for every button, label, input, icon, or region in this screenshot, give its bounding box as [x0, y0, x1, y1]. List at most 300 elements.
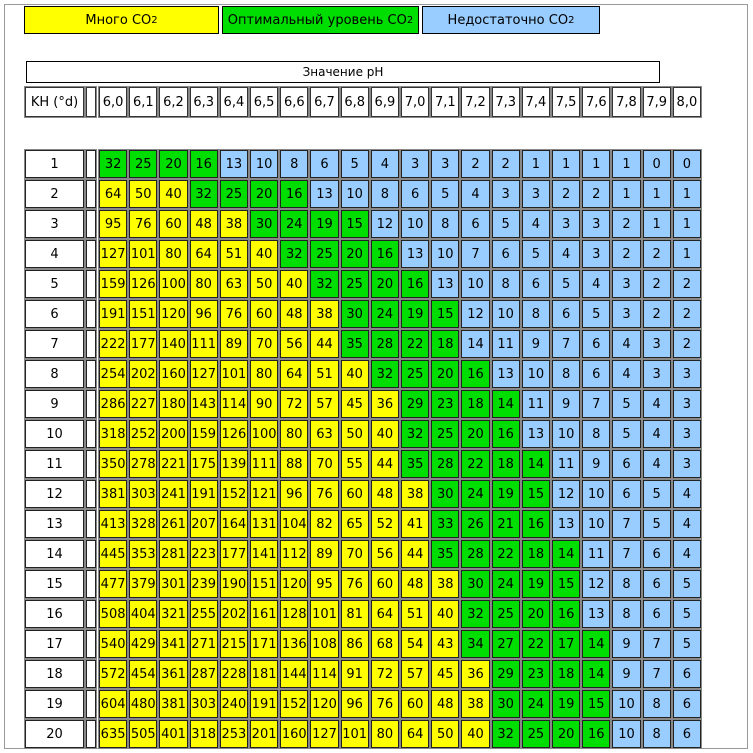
co2-value-cell: 24 — [522, 690, 550, 718]
co2-value-cell: 2 — [673, 300, 701, 328]
co2-value-cell: 22 — [522, 630, 550, 658]
ph-header-cell: 6,7 — [310, 87, 338, 117]
co2-value-cell: 361 — [159, 660, 187, 688]
ph-header-cell: 7,2 — [461, 87, 489, 117]
ph-header-cell: 6,2 — [159, 87, 187, 117]
co2-value-cell: 14 — [522, 450, 550, 478]
co2-value-cell: 60 — [250, 300, 278, 328]
co2-value-cell: 480 — [129, 690, 157, 718]
co2-value-cell: 24 — [492, 570, 520, 598]
co2-value-cell: 48 — [401, 570, 429, 598]
co2-value-cell: 445 — [99, 540, 127, 568]
co2-value-cell: 7 — [612, 510, 640, 538]
co2-value-cell: 126 — [220, 420, 248, 448]
co2-value-cell: 286 — [99, 390, 127, 418]
co2-value-cell: 15 — [582, 690, 610, 718]
co2-value-cell: 36 — [461, 660, 489, 688]
co2-value-cell: 101 — [341, 720, 369, 748]
co2-value-cell: 15 — [431, 300, 459, 328]
co2-value-cell: 477 — [99, 570, 127, 598]
co2-value-cell: 328 — [129, 510, 157, 538]
co2-value-cell: 429 — [129, 630, 157, 658]
co2-value-cell: 3 — [431, 150, 459, 178]
kh-cell: 8 — [25, 360, 84, 388]
co2-value-cell: 35 — [431, 540, 459, 568]
co2-value-cell: 4 — [371, 150, 399, 178]
co2-value-cell: 177 — [220, 540, 248, 568]
co2-value-cell: 175 — [190, 450, 218, 478]
co2-value-cell: 70 — [250, 330, 278, 358]
co2-value-cell: 19 — [522, 570, 550, 598]
co2-value-cell: 35 — [401, 450, 429, 478]
co2-value-cell: 14 — [552, 540, 580, 568]
co2-value-cell: 12 — [582, 570, 610, 598]
co2-value-cell: 20 — [552, 720, 580, 748]
co2-value-cell: 202 — [129, 360, 157, 388]
co2-value-cell: 181 — [250, 660, 278, 688]
co2-value-cell: 27 — [492, 630, 520, 658]
spacer-cell — [86, 180, 96, 208]
co2-value-cell: 1 — [552, 150, 580, 178]
co2-value-cell: 32 — [401, 420, 429, 448]
co2-value-cell: 25 — [341, 270, 369, 298]
co2-value-cell: 7 — [582, 390, 610, 418]
co2-value-cell: 7 — [612, 540, 640, 568]
co2-value-cell: 10 — [341, 180, 369, 208]
ph-header-cell: 7,6 — [582, 87, 610, 117]
co2-value-cell: 321 — [159, 600, 187, 628]
co2-value-cell: 126 — [129, 270, 157, 298]
co2-value-cell: 44 — [371, 450, 399, 478]
ph-header-cell: 6,1 — [129, 87, 157, 117]
co2-value-cell: 10 — [431, 240, 459, 268]
co2-value-cell: 1 — [643, 180, 671, 208]
co2-value-cell: 90 — [250, 390, 278, 418]
co2-value-cell: 50 — [431, 720, 459, 748]
co2-value-cell: 5 — [582, 300, 610, 328]
co2-value-cell: 40 — [250, 240, 278, 268]
co2-value-cell: 207 — [190, 510, 218, 538]
co2-value-cell: 64 — [99, 180, 127, 208]
spacer-cell — [86, 630, 96, 658]
co2-value-cell: 281 — [159, 540, 187, 568]
kh-cell: 7 — [25, 330, 84, 358]
co2-value-cell: 5 — [612, 390, 640, 418]
co2-value-cell: 3 — [673, 450, 701, 478]
co2-value-cell: 16 — [280, 180, 308, 208]
co2-value-cell: 128 — [280, 600, 308, 628]
co2-value-cell: 318 — [99, 420, 127, 448]
co2-value-cell: 80 — [371, 720, 399, 748]
co2-value-cell: 52 — [371, 510, 399, 538]
co2-value-cell: 38 — [310, 300, 338, 328]
co2-value-cell: 54 — [401, 630, 429, 658]
co2-value-cell: 2 — [492, 150, 520, 178]
co2-value-cell: 121 — [250, 480, 278, 508]
ph-header-cell: 7,3 — [492, 87, 520, 117]
co2-value-cell: 95 — [99, 210, 127, 238]
legend-low-sub: 2 — [568, 14, 575, 26]
co2-value-cell: 10 — [401, 210, 429, 238]
co2-value-cell: 16 — [552, 600, 580, 628]
co2-value-cell: 139 — [220, 450, 248, 478]
co2-value-cell: 6 — [492, 240, 520, 268]
co2-value-cell: 55 — [341, 450, 369, 478]
co2-value-cell: 101 — [310, 600, 338, 628]
ph-header-cell: 7,1 — [431, 87, 459, 117]
co2-value-cell: 111 — [250, 450, 278, 478]
co2-value-cell: 72 — [371, 660, 399, 688]
co2-value-cell: 252 — [129, 420, 157, 448]
co2-value-cell: 341 — [159, 630, 187, 658]
co2-value-cell: 36 — [371, 390, 399, 418]
co2-value-cell: 91 — [341, 660, 369, 688]
co2-value-cell: 1 — [522, 150, 550, 178]
spacer-cell — [86, 360, 96, 388]
co2-value-cell: 24 — [371, 300, 399, 328]
co2-value-cell: 48 — [190, 210, 218, 238]
co2-value-cell: 7 — [461, 240, 489, 268]
ph-header-cell: 6,3 — [190, 87, 218, 117]
co2-value-cell: 4 — [673, 540, 701, 568]
co2-value-cell: 65 — [341, 510, 369, 538]
co2-value-cell: 14 — [582, 660, 610, 688]
ph-header-cell: 6,0 — [99, 87, 127, 117]
spacer-cell — [86, 480, 96, 508]
co2-value-cell: 2 — [612, 210, 640, 238]
co2-value-cell: 80 — [159, 240, 187, 268]
kh-cell: 18 — [25, 660, 84, 688]
legend-optimal-co2 — [222, 6, 419, 34]
co2-value-cell: 1 — [582, 150, 610, 178]
co2-value-cell: 25 — [129, 150, 157, 178]
co2-value-cell: 89 — [310, 540, 338, 568]
co2-value-cell: 1 — [673, 180, 701, 208]
ph-header-cell: 6,8 — [341, 87, 369, 117]
co2-value-cell: 2 — [643, 240, 671, 268]
spacer-cell — [86, 390, 96, 418]
co2-value-cell: 164 — [220, 510, 248, 538]
co2-value-cell: 136 — [280, 630, 308, 658]
co2-value-cell: 13 — [220, 150, 248, 178]
ph-header-cell: 8,0 — [673, 87, 701, 117]
co2-value-cell: 3 — [582, 210, 610, 238]
spacer-cell — [86, 720, 96, 748]
legend-high-label: Много CO — [85, 12, 152, 28]
co2-value-cell: 0 — [643, 150, 671, 178]
co2-value-cell: 9 — [522, 330, 550, 358]
spacer-cell — [86, 270, 96, 298]
co2-value-cell: 404 — [129, 600, 157, 628]
co2-value-cell: 3 — [582, 240, 610, 268]
co2-value-cell: 401 — [159, 720, 187, 748]
co2-value-cell: 19 — [401, 300, 429, 328]
co2-value-cell: 10 — [250, 150, 278, 178]
co2-value-cell: 6 — [582, 330, 610, 358]
co2-value-cell: 6 — [522, 270, 550, 298]
co2-value-cell: 3 — [673, 360, 701, 388]
co2-value-cell: 8 — [522, 300, 550, 328]
co2-value-cell: 29 — [492, 660, 520, 688]
co2-value-cell: 88 — [280, 450, 308, 478]
co2-value-cell: 191 — [99, 300, 127, 328]
spacer-cell — [86, 660, 96, 688]
kh-cell: 1 — [25, 150, 84, 178]
co2-value-cell: 0 — [673, 150, 701, 178]
kh-cell: 14 — [25, 540, 84, 568]
co2-value-cell: 191 — [190, 480, 218, 508]
co2-value-cell: 14 — [582, 630, 610, 658]
co2-value-cell: 112 — [280, 540, 308, 568]
co2-value-cell: 171 — [250, 630, 278, 658]
co2-value-cell: 1 — [612, 150, 640, 178]
kh-cell: 5 — [25, 270, 84, 298]
co2-value-cell: 151 — [129, 300, 157, 328]
co2-value-cell: 3 — [612, 270, 640, 298]
co2-value-cell: 18 — [461, 390, 489, 418]
co2-value-cell: 221 — [159, 450, 187, 478]
co2-value-cell: 34 — [461, 630, 489, 658]
co2-value-cell: 278 — [129, 450, 157, 478]
co2-value-cell: 70 — [341, 540, 369, 568]
co2-value-cell: 104 — [280, 510, 308, 538]
co2-value-cell: 215 — [220, 630, 248, 658]
co2-value-cell: 16 — [401, 270, 429, 298]
co2-value-cell: 23 — [522, 660, 550, 688]
co2-value-cell: 2 — [643, 300, 671, 328]
co2-value-cell: 86 — [341, 630, 369, 658]
co2-value-cell: 10 — [582, 510, 610, 538]
co2-value-cell: 89 — [220, 330, 248, 358]
co2-value-cell: 38 — [220, 210, 248, 238]
co2-value-cell: 177 — [129, 330, 157, 358]
co2-value-cell: 120 — [159, 300, 187, 328]
co2-value-cell: 44 — [310, 330, 338, 358]
co2-value-cell: 101 — [129, 240, 157, 268]
co2-value-cell: 3 — [643, 330, 671, 358]
co2-value-cell: 4 — [552, 240, 580, 268]
co2-value-cell: 45 — [341, 390, 369, 418]
kh-cell: 10 — [25, 420, 84, 448]
co2-value-cell: 4 — [612, 360, 640, 388]
co2-value-cell: 11 — [552, 450, 580, 478]
co2-value-cell: 108 — [310, 630, 338, 658]
co2-value-cell: 30 — [431, 480, 459, 508]
co2-value-cell: 10 — [582, 480, 610, 508]
co2-value-cell: 6 — [552, 300, 580, 328]
co2-value-cell: 20 — [250, 180, 278, 208]
co2-value-cell: 64 — [371, 600, 399, 628]
co2-value-cell: 25 — [522, 720, 550, 748]
co2-value-cell: 114 — [220, 390, 248, 418]
co2-value-cell: 240 — [220, 690, 248, 718]
co2-value-cell: 25 — [310, 240, 338, 268]
co2-value-cell: 13 — [431, 270, 459, 298]
co2-value-cell: 227 — [129, 390, 157, 418]
legend-high-co2 — [24, 6, 219, 34]
co2-value-cell: 5 — [552, 270, 580, 298]
ph-header-cell: 7,0 — [401, 87, 429, 117]
co2-value-cell: 8 — [643, 720, 671, 748]
co2-value-cell: 13 — [552, 510, 580, 538]
ph-header-cell: 7,9 — [643, 87, 671, 117]
co2-value-cell: 540 — [99, 630, 127, 658]
ph-header-cell: 6,5 — [250, 87, 278, 117]
co2-value-cell: 20 — [431, 360, 459, 388]
co2-value-cell: 33 — [431, 510, 459, 538]
co2-value-cell: 6 — [582, 360, 610, 388]
co2-value-cell: 16 — [492, 420, 520, 448]
co2-value-cell: 16 — [371, 240, 399, 268]
co2-value-cell: 38 — [401, 480, 429, 508]
co2-value-cell: 7 — [552, 330, 580, 358]
co2-value-cell: 151 — [250, 570, 278, 598]
co2-value-cell: 11 — [522, 390, 550, 418]
co2-value-cell: 16 — [582, 720, 610, 748]
co2-value-cell: 6 — [310, 150, 338, 178]
spacer-cell — [86, 540, 96, 568]
co2-value-cell: 180 — [159, 390, 187, 418]
co2-value-cell: 30 — [341, 300, 369, 328]
co2-value-cell: 10 — [612, 720, 640, 748]
co2-value-cell: 51 — [401, 600, 429, 628]
co2-value-cell: 160 — [159, 360, 187, 388]
co2-value-cell: 76 — [220, 300, 248, 328]
co2-value-cell: 40 — [280, 270, 308, 298]
co2-value-cell: 8 — [582, 420, 610, 448]
spacer-cell — [86, 240, 96, 268]
co2-value-cell: 303 — [129, 480, 157, 508]
co2-value-cell: 10 — [612, 690, 640, 718]
co2-value-cell: 11 — [582, 540, 610, 568]
spacer-header — [86, 87, 96, 117]
co2-value-cell: 48 — [371, 480, 399, 508]
co2-value-cell: 25 — [492, 600, 520, 628]
kh-cell: 12 — [25, 480, 84, 508]
co2-value-cell: 9 — [612, 630, 640, 658]
co2-value-cell: 28 — [461, 540, 489, 568]
co2-value-cell: 4 — [522, 210, 550, 238]
co2-value-cell: 50 — [129, 180, 157, 208]
co2-value-cell: 32 — [190, 180, 218, 208]
co2-value-cell: 4 — [643, 450, 671, 478]
co2-value-cell: 40 — [461, 720, 489, 748]
co2-value-cell: 68 — [371, 630, 399, 658]
co2-value-cell: 60 — [401, 690, 429, 718]
co2-value-cell: 114 — [310, 660, 338, 688]
legend-optimal-label: Оптимальный уровень CO — [227, 12, 407, 28]
co2-value-cell: 29 — [401, 390, 429, 418]
co2-value-cell: 26 — [461, 510, 489, 538]
co2-value-cell: 40 — [159, 180, 187, 208]
co2-value-cell: 32 — [280, 240, 308, 268]
co2-value-cell: 6 — [673, 720, 701, 748]
co2-value-cell: 32 — [461, 600, 489, 628]
co2-value-cell: 32 — [99, 150, 127, 178]
co2-value-cell: 24 — [280, 210, 308, 238]
co2-value-cell: 18 — [492, 450, 520, 478]
co2-value-cell: 144 — [280, 660, 308, 688]
co2-value-cell: 100 — [159, 270, 187, 298]
co2-value-cell: 190 — [220, 570, 248, 598]
co2-value-cell: 60 — [159, 210, 187, 238]
spacer-cell — [86, 570, 96, 598]
co2-value-cell: 96 — [190, 300, 218, 328]
co2-value-cell: 6 — [612, 450, 640, 478]
co2-value-cell: 2 — [673, 270, 701, 298]
co2-value-cell: 3 — [401, 150, 429, 178]
co2-value-cell: 60 — [371, 570, 399, 598]
co2-value-cell: 241 — [159, 480, 187, 508]
co2-value-cell: 25 — [401, 360, 429, 388]
co2-value-cell: 40 — [431, 600, 459, 628]
co2-value-cell: 95 — [310, 570, 338, 598]
co2-value-cell: 40 — [341, 360, 369, 388]
co2-value-cell: 48 — [431, 690, 459, 718]
legend-optimal-sub: 2 — [406, 14, 414, 26]
co2-value-cell: 222 — [99, 330, 127, 358]
co2-value-cell: 1 — [673, 240, 701, 268]
co2-value-cell: 32 — [371, 360, 399, 388]
co2-value-cell: 5 — [673, 630, 701, 658]
co2-value-cell: 120 — [310, 690, 338, 718]
co2-value-cell: 381 — [99, 480, 127, 508]
co2-value-cell: 6 — [673, 660, 701, 688]
co2-value-cell: 32 — [310, 270, 338, 298]
co2-value-cell: 22 — [401, 330, 429, 358]
co2-value-cell: 5 — [673, 570, 701, 598]
co2-value-cell: 7 — [643, 660, 671, 688]
co2-value-cell: 3 — [673, 420, 701, 448]
co2-value-cell: 10 — [522, 360, 550, 388]
co2-value-cell: 18 — [431, 330, 459, 358]
co2-value-cell: 19 — [552, 690, 580, 718]
co2-value-cell: 14 — [492, 390, 520, 418]
co2-value-cell: 161 — [250, 600, 278, 628]
co2-value-cell: 96 — [280, 480, 308, 508]
kh-cell: 13 — [25, 510, 84, 538]
co2-value-cell: 6 — [673, 690, 701, 718]
co2-value-cell: 76 — [310, 480, 338, 508]
spacer-cell — [86, 600, 96, 628]
co2-value-cell: 16 — [190, 150, 218, 178]
co2-value-cell: 413 — [99, 510, 127, 538]
co2-value-cell: 261 — [159, 510, 187, 538]
co2-value-cell: 96 — [341, 690, 369, 718]
co2-value-cell: 6 — [612, 480, 640, 508]
co2-value-cell: 72 — [280, 390, 308, 418]
co2-value-cell: 76 — [129, 210, 157, 238]
co2-value-cell: 41 — [401, 510, 429, 538]
co2-value-cell: 38 — [431, 570, 459, 598]
co2-value-cell: 28 — [371, 330, 399, 358]
co2-value-cell: 70 — [310, 450, 338, 478]
co2-value-cell: 101 — [220, 360, 248, 388]
co2-value-cell: 4 — [643, 390, 671, 418]
co2-value-cell: 56 — [371, 540, 399, 568]
co2-value-cell: 127 — [310, 720, 338, 748]
co2-value-cell: 2 — [552, 180, 580, 208]
co2-value-cell: 30 — [250, 210, 278, 238]
co2-value-cell: 12 — [461, 300, 489, 328]
co2-value-cell: 100 — [250, 420, 278, 448]
co2-value-cell: 8 — [492, 270, 520, 298]
co2-value-cell: 131 — [250, 510, 278, 538]
co2-value-cell: 6 — [461, 210, 489, 238]
co2-value-cell: 20 — [371, 270, 399, 298]
spacer-cell — [86, 450, 96, 478]
spacer-cell — [86, 150, 96, 178]
